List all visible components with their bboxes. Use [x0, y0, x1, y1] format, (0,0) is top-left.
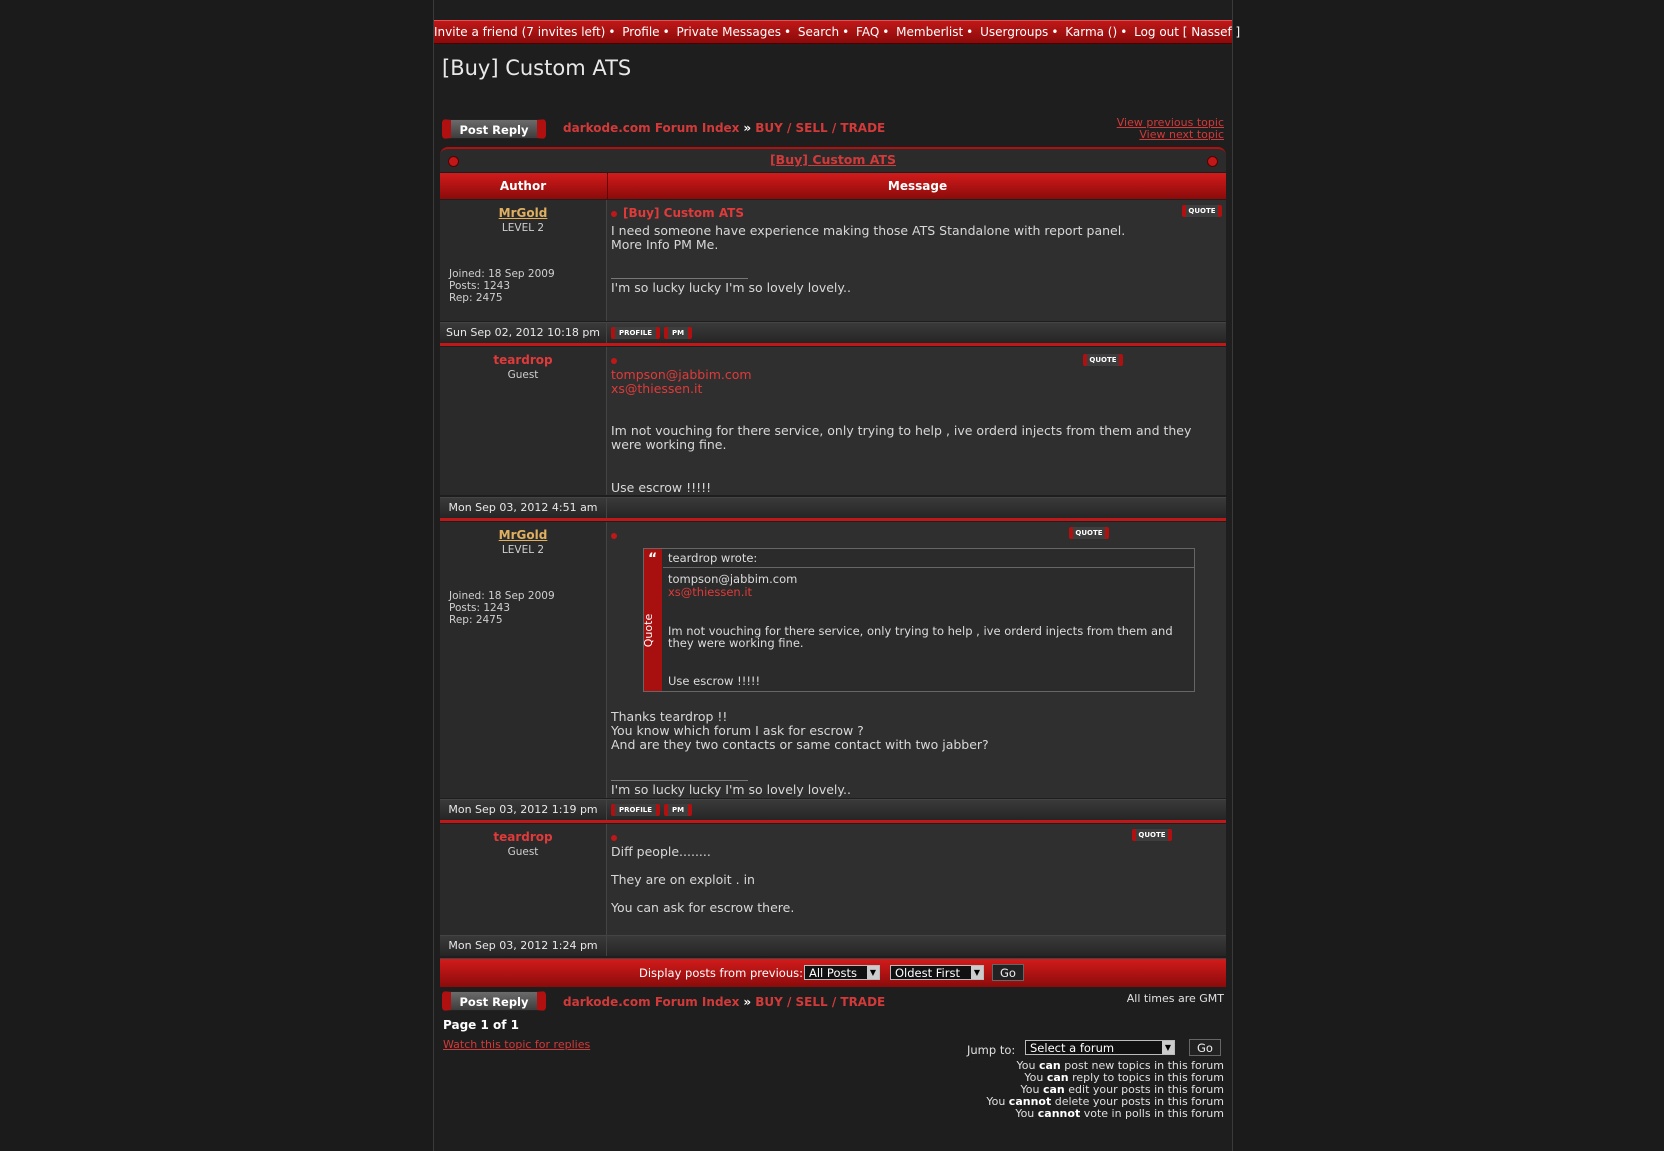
- pm-button[interactable]: PM: [664, 804, 692, 816]
- permission-line: You cannot vote in polls in this forum: [1015, 1107, 1224, 1120]
- nav-usergroups[interactable]: Usergroups: [980, 25, 1049, 39]
- corner-dot-icon: [448, 156, 459, 167]
- nav-invite[interactable]: Invite a friend (7 invites left): [434, 25, 606, 39]
- author-stats: Joined: 18 Sep 2009 Posts: 1243 Rep: 2475: [449, 268, 555, 304]
- quote-button[interactable]: QUOTE: [1182, 205, 1222, 217]
- nav-faq[interactable]: FAQ: [856, 25, 880, 39]
- post-title: [611, 528, 623, 542]
- signature-divider: [611, 780, 748, 781]
- pm-button[interactable]: PM: [664, 327, 692, 339]
- author-rank: Guest: [507, 846, 539, 858]
- post-body: Im not vouching for there service, only trying to help , ive orderd injects from them and they were working fine.: [611, 423, 1192, 452]
- post-body-3: You can ask for escrow there.: [611, 900, 795, 915]
- post-title: [Buy] Custom ATS: [611, 206, 744, 220]
- author-name: teardrop: [493, 830, 553, 844]
- top-nav: Invite a friend (7 invites left) • Profile • Private Messages • Search • FAQ • Memberlist • Usergroups • Karma () • Log out [ Nassef ]: [434, 20, 1232, 44]
- nav-profile[interactable]: Profile: [622, 25, 660, 39]
- message-column-header: Message: [607, 173, 1227, 199]
- post-body: Thanks teardrop !! You know which forum I ask for escrow ? And are they two contacts or same contact with two jabber?: [611, 709, 989, 752]
- corner-dot-icon: [1207, 156, 1218, 167]
- author-cell: [440, 347, 607, 495]
- quote-button[interactable]: QUOTE: [1132, 829, 1172, 841]
- post-separator: [440, 343, 1226, 346]
- post-footer: [440, 935, 1226, 956]
- post-icon: [611, 533, 617, 539]
- quote-sidebar: [644, 549, 662, 691]
- nav-logout[interactable]: Log out [ Nassef ]: [1134, 25, 1241, 39]
- page-container: [433, 0, 1241, 1151]
- quote-mark-icon: “: [648, 551, 658, 567]
- quote-button[interactable]: QUOTE: [1069, 527, 1109, 539]
- author-rank: LEVEL 2: [501, 222, 545, 234]
- post-body: I need someone have experience making those ATS Standalone with report panel. More Info PM Me.: [611, 223, 1126, 252]
- post-separator: [440, 820, 1226, 823]
- nav-private-messages[interactable]: Private Messages: [676, 25, 781, 39]
- quote-author: teardrop wrote:: [663, 549, 1194, 568]
- posts-filter-select[interactable]: All Posts ▼: [804, 965, 880, 980]
- post-reply-button[interactable]: Post Reply: [442, 119, 546, 139]
- display-options-bar: [440, 958, 1226, 987]
- post-icon: [611, 211, 617, 217]
- breadcrumb-index-link[interactable]: darkode.com Forum Index: [563, 121, 740, 135]
- author-name-link[interactable]: MrGold: [498, 528, 548, 542]
- topic-table-header: [440, 147, 1226, 172]
- profile-button[interactable]: PROFILE: [611, 804, 660, 816]
- jump-forum-select[interactable]: Select a forum ▼: [1025, 1040, 1175, 1055]
- dropdown-arrow-icon: ▼: [867, 966, 879, 979]
- nav-search[interactable]: Search: [797, 25, 840, 39]
- post-footer: [440, 799, 1226, 820]
- profile-button[interactable]: PROFILE: [611, 327, 660, 339]
- view-next-topic-link[interactable]: View next topic: [1139, 128, 1224, 141]
- breadcrumb-forum-link[interactable]: BUY / SELL / TRADE: [755, 995, 886, 1009]
- post-icon: [611, 835, 617, 841]
- post: [440, 522, 1226, 798]
- nav-memberlist[interactable]: Memberlist: [896, 25, 964, 39]
- message-cell: [607, 824, 1226, 935]
- post-signature: I'm so lucky lucky I'm so lovely lovely..: [611, 280, 851, 295]
- permission-line: You can post new topics in this forum: [1016, 1059, 1224, 1072]
- author-rank: LEVEL 2: [501, 544, 545, 556]
- post-body-2: Use escrow !!!!!: [611, 480, 712, 495]
- dropdown-arrow-icon: ▼: [971, 966, 983, 979]
- post-date: Mon Sep 03, 2012 1:19 pm: [440, 800, 607, 820]
- post-title: [611, 353, 623, 367]
- post-title: [611, 830, 623, 844]
- post: [440, 200, 1226, 321]
- topic-title-link[interactable]: [Buy] Custom ATS: [769, 152, 897, 167]
- sort-order-select[interactable]: Oldest First ▼: [890, 965, 984, 980]
- post-reply-button-bottom[interactable]: Post Reply: [442, 991, 546, 1011]
- view-previous-topic-link[interactable]: View previous topic: [1116, 116, 1224, 129]
- dropdown-arrow-icon: ▼: [1162, 1041, 1174, 1054]
- post-body-1: Diff people........: [611, 844, 711, 859]
- permissions-list: [986, 1060, 1224, 1120]
- display-label: Display posts from previous:: [639, 966, 803, 980]
- quote-label: Quote: [642, 613, 656, 648]
- author-column-header: Author: [499, 179, 547, 193]
- breadcrumb-bottom: darkode.com Forum Index » BUY / SELL / TRADE: [563, 995, 886, 1009]
- author-cell: [440, 824, 607, 935]
- quote-link[interactable]: xs@thiessen.it: [668, 585, 753, 599]
- permission-line: You can edit your posts in this forum: [1020, 1083, 1224, 1096]
- post-body-2: They are on exploit . in: [611, 872, 755, 887]
- column-headers: [440, 173, 1226, 199]
- message-cell: [607, 522, 1226, 798]
- post-date: Mon Sep 03, 2012 1:24 pm: [440, 936, 607, 956]
- quote-line-1: tompson@jabbim.com: [668, 572, 798, 586]
- post-icon: [611, 358, 617, 364]
- page-indicator: Page 1 of 1: [443, 1018, 519, 1032]
- post-date: Mon Sep 03, 2012 4:51 am: [440, 498, 607, 518]
- breadcrumb: darkode.com Forum Index » BUY / SELL / TRADE: [563, 121, 886, 135]
- permission-line: You cannot delete your posts in this forum: [986, 1095, 1224, 1108]
- jump-to-label: Jump to:: [967, 1043, 1016, 1057]
- quote-block: [643, 548, 1195, 692]
- quote-button[interactable]: QUOTE: [1083, 354, 1123, 366]
- post-separator: [440, 518, 1226, 521]
- jump-go-button[interactable]: Go: [1189, 1039, 1221, 1056]
- topic-nav: [1117, 117, 1224, 141]
- timezone-note: All times are GMT: [1126, 992, 1224, 1005]
- signature-divider: [611, 278, 748, 279]
- display-go-button[interactable]: Go: [992, 964, 1024, 981]
- page-title: [Buy] Custom ATS: [442, 56, 632, 80]
- author-rank: Guest: [507, 369, 539, 381]
- author-name-link[interactable]: MrGold: [498, 206, 548, 220]
- post: [440, 824, 1226, 935]
- permission-line: You can reply to topics in this forum: [1024, 1071, 1224, 1084]
- watch-topic-link[interactable]: Watch this topic for replies: [443, 1038, 591, 1051]
- breadcrumb-forum-link[interactable]: BUY / SELL / TRADE: [755, 121, 886, 135]
- author-cell: [440, 522, 607, 798]
- post-footer: [440, 497, 1226, 518]
- author-cell: [440, 200, 607, 321]
- post-link-2[interactable]: xs@thiessen.it: [611, 381, 703, 396]
- post-signature: I'm so lucky lucky I'm so lovely lovely..: [611, 782, 851, 797]
- breadcrumb-index-link[interactable]: darkode.com Forum Index: [563, 995, 740, 1009]
- quote-body-2: Use escrow !!!!!: [668, 674, 761, 688]
- nav-karma[interactable]: Karma (): [1065, 25, 1118, 39]
- post-footer: [440, 322, 1226, 343]
- post-link-1[interactable]: tompson@jabbim.com: [611, 367, 752, 382]
- post-date: Sun Sep 02, 2012 10:18 pm: [440, 323, 607, 343]
- post: [440, 347, 1226, 495]
- message-cell: [607, 347, 1226, 495]
- author-name: teardrop: [493, 353, 553, 367]
- message-cell: [607, 200, 1226, 321]
- author-stats: Joined: 18 Sep 2009 Posts: 1243 Rep: 2475: [449, 590, 555, 626]
- quote-body: Im not vouching for there service, only trying to help , ive orderd injects from them and they were working fine.: [668, 624, 1173, 650]
